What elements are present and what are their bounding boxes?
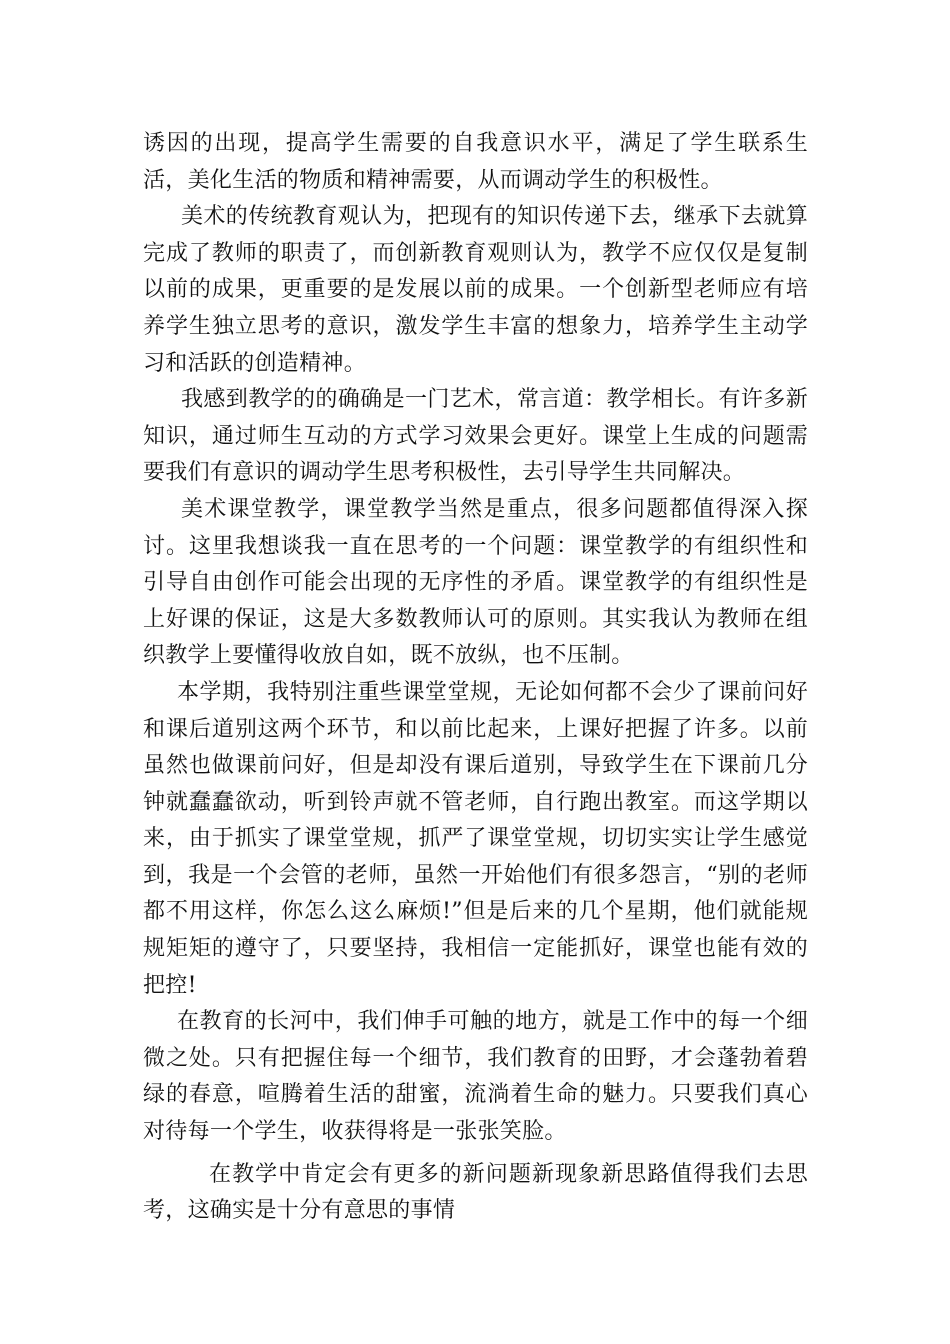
paragraph-7: 在教学中肯定会有更多的新问题新现象新思路值得我们去思考，这确实是十分有意思的事情 xyxy=(143,1161,808,1224)
paragraph-4: 美术课堂教学，课堂教学当然是重点，很多问题都值得深入探讨。这里我想谈我一直在思考的一个问题：课堂教学的有组织性和引导自由创作可能会出现的无序性的矛盾。课堂教学的有组织性是上好课的保证，这是大多数教师认可的原则。其实我认为教师在组织教学上要懂得收放自如，既不放纵，也不压制。 xyxy=(143,496,808,669)
paragraph-1: 诱因的出现，提高学生需要的自我意识水平，满足了学生联系生活，美化生活的物质和精神需要，从而调动学生的积极性。 xyxy=(143,131,808,193)
document-body xyxy=(143,126,808,1230)
paragraph-6: 在教育的长河中，我们伸手可触的地方，就是工作中的每一个细微之处。只有把握住每一个细节，我们教育的田野，才会蓬勃着碧绿的春意，喧腾着生活的甜蜜，流淌着生命的魅力。只要我们真心对待每一个学生，收获得将是一张张笑脸。 xyxy=(143,1009,808,1145)
paragraph-3: 我感到教学的的确确是一门艺术，常言道：教学相长。有许多新知识，通过师生互动的方式学习效果会更好。课堂上生成的问题需要我们有意识的调动学生思考积极性，去引导学生共同解决。 xyxy=(143,387,808,486)
paragraph-2: 美术的传统教育观认为，把现有的知识传递下去，继承下去就算完成了教师的职责了，而创新教育观则认为，教学不应仅仅是复制以前的成果，更重要的是发展以前的成果。一个创新型老师应有培养学生独立思考的意识，激发学生丰富的想象力，培养学生主动学习和活跃的创造精神。 xyxy=(143,204,808,376)
paragraph-5: 本学期，我特别注重些课堂堂规，无论如何都不会少了课前问好和课后道别这两个环节，和以前比起来，上课好把握了许多。以前虽然也做课前问好，但是却没有课后道别，导致学生在下课前几分钟就蠢蠢欲动，听到铃声就不管老师，自行跑出教室。而这学期以来，由于抓实了课堂堂规，抓严了课堂堂规，切切实实让学生感觉到，我是一个会管的老师，虽然一开始他们有很多怨言，“别的老师都不用这样，你怎么这么麻烦!”但是后来的几个星期，他们就能规规矩矩的遵守了，只要坚持，我相信一定能抓好，课堂也能有效的把控! xyxy=(143,679,808,998)
